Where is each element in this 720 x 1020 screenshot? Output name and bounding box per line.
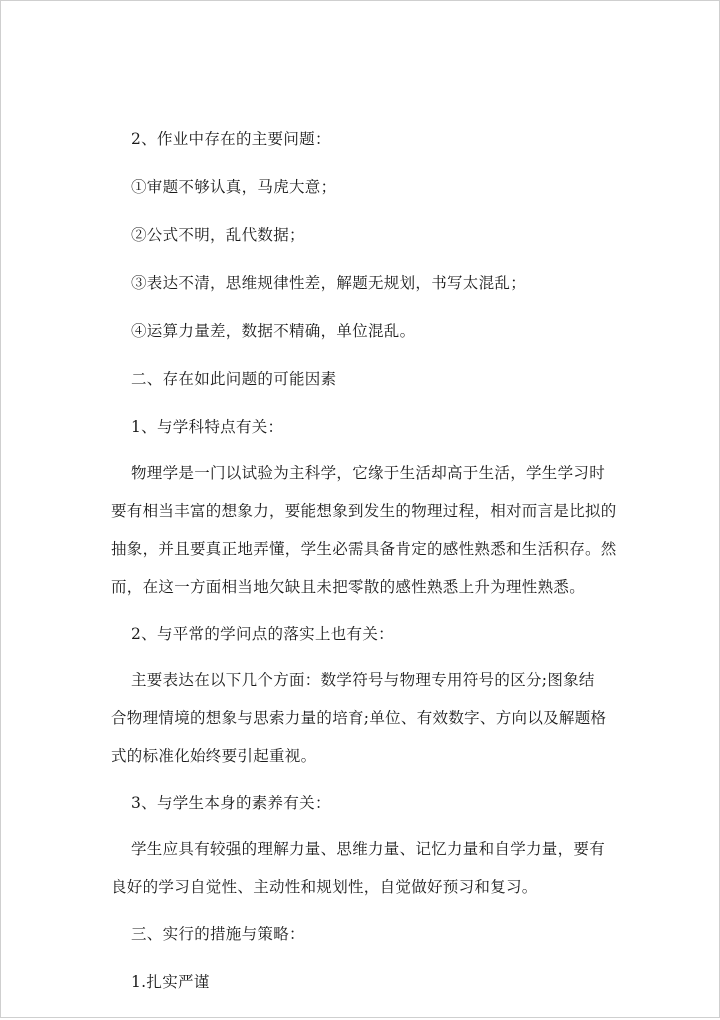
heading-main-problems: 2、作业中存在的主要问题： [131, 130, 331, 148]
problem-item-2: ②公式不明，乱代数据； [131, 226, 305, 244]
section-heading-measures: 三、实行的措施与策略： [131, 925, 305, 943]
problem-item-4: ④运算力量差，数据不精确，单位混乱。 [131, 322, 416, 340]
paragraph-knowledge-points [111, 670, 623, 766]
paragraph-line: 学生应具有较强的理解力量、思维力量、记忆力量和自学力量，要有 [131, 840, 606, 858]
paragraph-line: 抽象，并且要真正地弄懂，学生必需具备肯定的感性熟悉和生活积存。然 [111, 540, 617, 558]
problem-item-1: ①审题不够认真，马虎大意； [131, 178, 337, 196]
heading-student-quality: 3、与学生本身的素养有关： [131, 794, 331, 812]
paragraph-line: 主要表达在以下几个方面：数学符号与物理专用符号的区分;图象结 [131, 671, 595, 689]
document-body [111, 129, 623, 1020]
section-heading-causes: 二、存在如此问题的可能因素 [131, 370, 337, 388]
problem-item-3: ③表达不清，思维规律性差，解题无规划，书写太混乱； [131, 274, 527, 292]
paragraph-line: 式的标准化始终要引起重视。 [111, 747, 317, 765]
measure-item-1: 1.扎实严谨 [131, 973, 210, 991]
paragraph-student-quality [111, 839, 623, 897]
heading-knowledge-points: 2、与平常的学问点的落实上也有关： [131, 625, 394, 643]
heading-subject-features: 1、与学科特点有关： [131, 418, 284, 436]
paragraph-line: 良好的学习自觉性、主动性和规划性，自觉做好预习和复习。 [111, 878, 538, 896]
paragraph-line: 物理学是一门以试验为主科学，它缘于生活却高于生活，学生学习时 [131, 464, 606, 482]
paragraph-subject-features [111, 463, 623, 597]
paragraph-line: 合物理情境的想象与思索力量的培育;单位、有效数字、方向以及解题格 [111, 709, 607, 727]
paragraph-line: 而，在这一方面相当地欠缺且未把零散的感性熟悉上升为理性熟悉。 [111, 578, 586, 596]
paragraph-line: 要有相当丰富的想象力，要能想象到发生的物理过程，相对而言是比拟的 [111, 502, 617, 520]
